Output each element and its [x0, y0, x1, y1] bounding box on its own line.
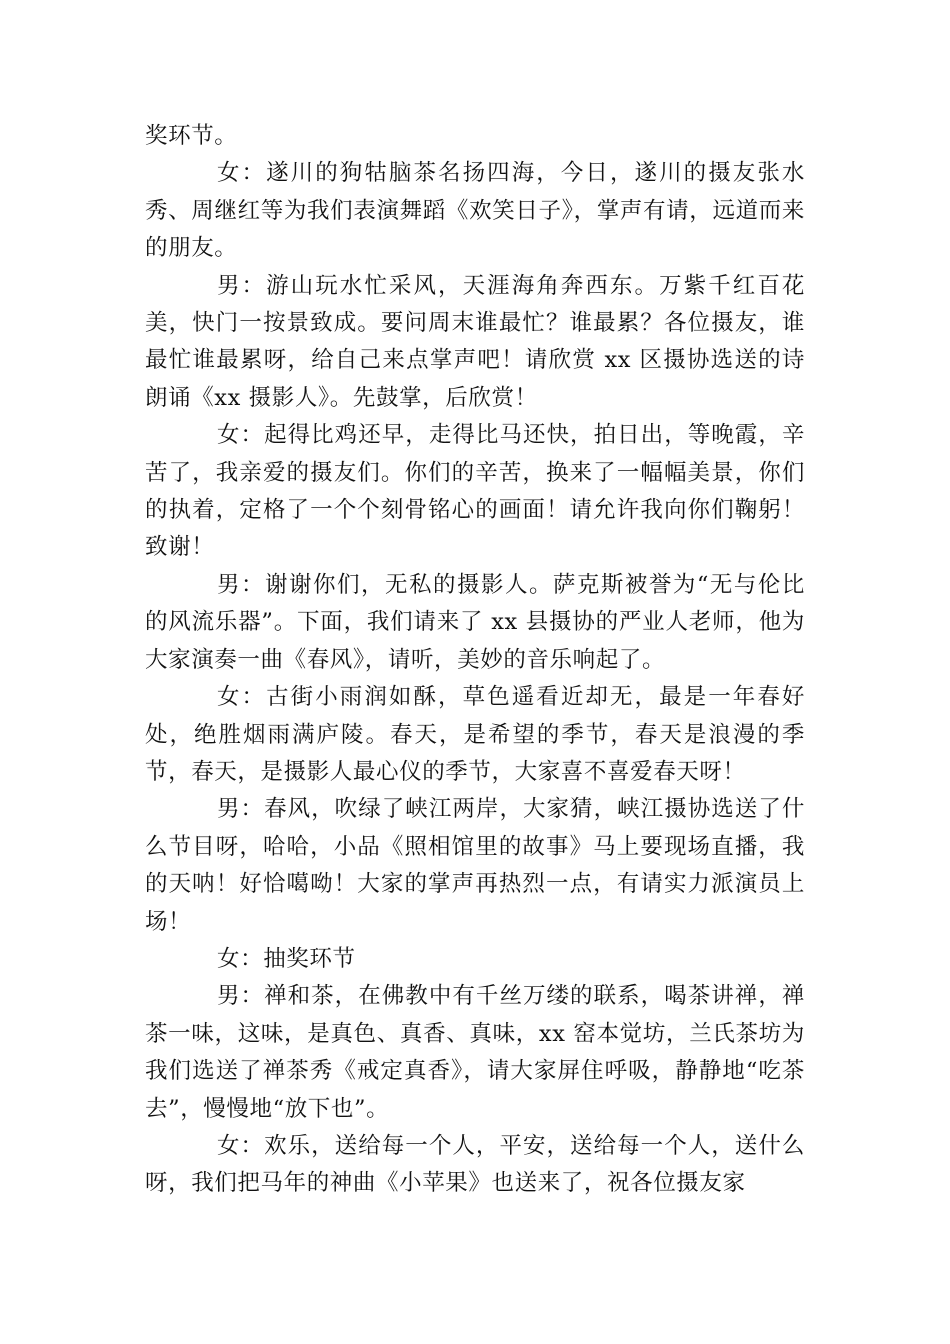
paragraph-male-host-1: 男：游山玩水忙采风，天涯海角奔西东。万紫千红百花美，快门一按景致成。要问周末谁最忙？谁最累？各位摄友，谁最忙谁最累呀，给自己来点掌声吧！请欣赏 xx 区摄协选送的诗朗诵《xx 摄影人》。先鼓掌，后欣赏！ [145, 272, 805, 411]
paragraph-male-host-4: 男：禅和茶，在佛教中有千丝万缕的联系，喝茶讲禅，禅茶一味，这味，是真色、真香、真味，xx 窑本觉坊，兰氏茶坊为我们选送了禅茶秀《戒定真香》，请大家屏住呼吸，静静地“吃茶去”，慢慢地“放下也”。 [145, 983, 805, 1122]
paragraph-female-host-4: 女：抽奖环节 [217, 945, 356, 972]
paragraph-female-host-2: 女：起得比鸡还早，走得比马还快，拍日出，等晚霞，辛苦了，我亲爱的摄友们。你们的辛苦，换来了一幅幅美景，你们的执着，定格了一个个刻骨铭心的画面！请允许我向你们鞠躬！致谢！ [145, 422, 805, 561]
paragraph-male-host-2: 男：谢谢你们，无私的摄影人。萨克斯被誉为“无与伦比的风流乐器”。下面，我们请来了 xx 县摄协的严业人老师，他为大家演奏一曲《春风》，请听，美妙的音乐响起了。 [145, 571, 805, 673]
paragraph-female-host-1: 女：遂川的狗牯脑茶名扬四海，今日，遂川的摄友张水秀、周继红等为我们表演舞蹈《欢笑日子》，掌声有请，远道而来的朋友。 [145, 160, 805, 262]
document-body [145, 118, 805, 1203]
paragraph-male-host-3: 男：春风，吹绿了峡江两岸，大家猜，峡江摄协选送了什么节目呀，哈哈，小品《照相馆里的故事》马上要现场直播，我的天呐！好恰噶呦！大家的掌声再热烈一点，有请实力派演员上场！ [145, 796, 805, 935]
paragraph-female-host-5: 女：欢乐，送给每一个人，平安，送给每一个人，送什么呀，我们把马年的神曲《小苹果》也送来了，祝各位摄友家 [145, 1132, 805, 1197]
paragraph-female-host-3: 女：古街小雨润如酥，草色遥看近却无，最是一年春好处，绝胜烟雨满庐陵。春天，是希望的季节，春天是浪漫的季节，春天，是摄影人最心仪的季节，大家喜不喜爱春天呀！ [145, 684, 805, 785]
paragraph-continuation: 奖环节。 [145, 123, 238, 149]
